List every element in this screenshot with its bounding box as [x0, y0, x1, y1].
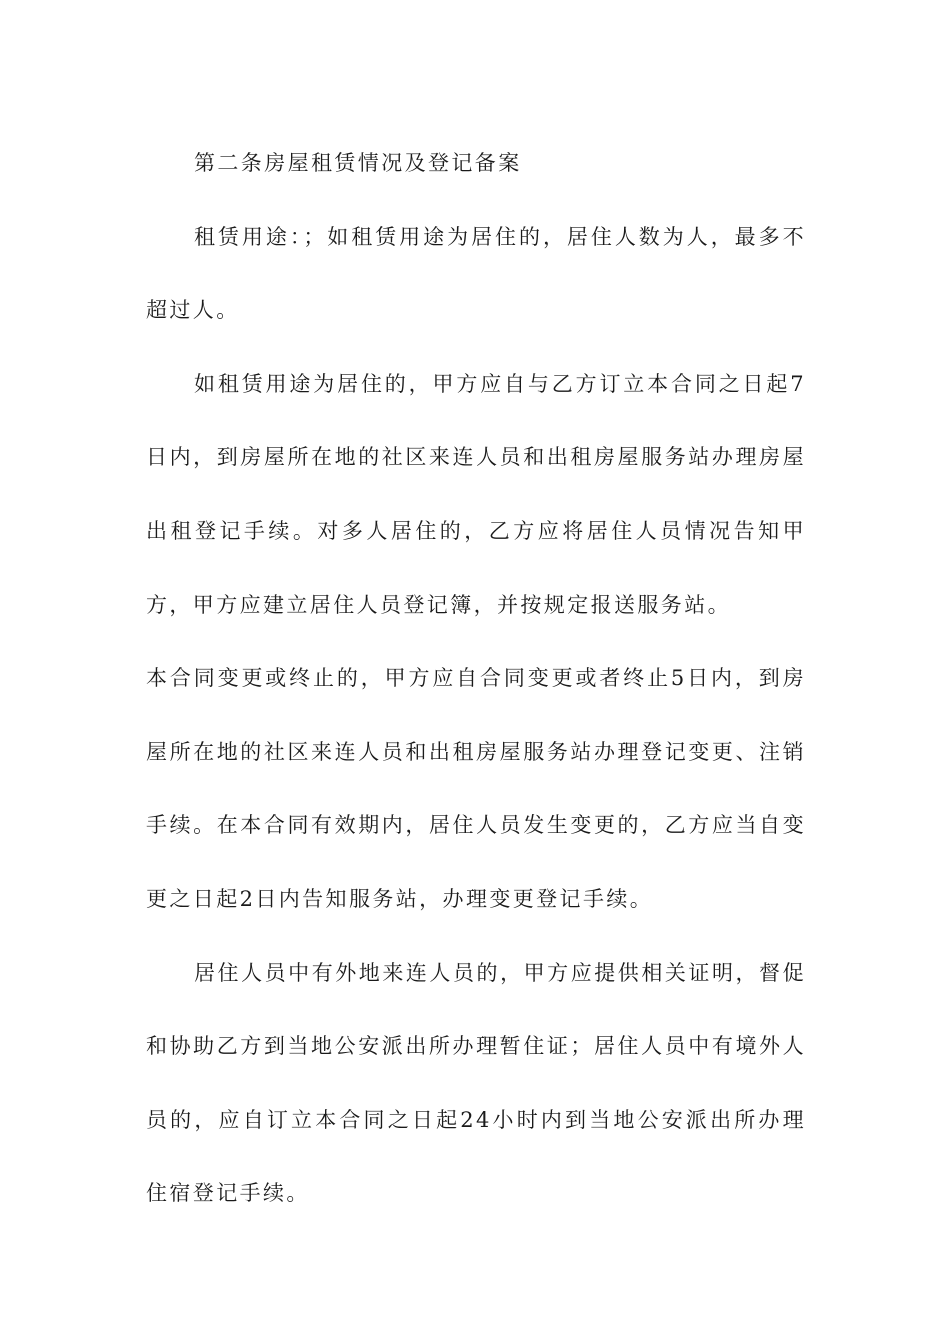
document-body — [146, 127, 806, 1231]
paragraph-change-termination: 本合同变更或终止的，甲方应自合同变更或者终止5日内，到房屋所在地的社区来连人员和出租房屋服务站办理登记变更、注销手续。在本合同有效期内，居住人员发生变更的，乙方应当自变更之日起2日内告知服务站，办理变更登记手续。 — [146, 666, 806, 911]
paragraph-lease-purpose: 租赁用途：；如租赁用途为居住的，居住人数为人，最多不超过人。 — [146, 224, 806, 323]
paragraph-registration: 如租赁用途为居住的，甲方应自与乙方订立本合同之日起7日内，到房屋所在地的社区来连人员和出租房屋服务站办理房屋出租登记手续。对多人居住的，乙方应将居住人员情况告知甲方，甲方应建立居住人员登记簿，并按规定报送服务站。 — [146, 371, 806, 617]
section-heading: 第二条房屋租赁情况及登记备案 — [194, 151, 522, 175]
paragraph-nonlocal-residents: 居住人员中有外地来连人员的，甲方应提供相关证明，督促和协助乙方到当地公安派出所办理暂住证；居住人员中有境外人员的，应自订立本合同之日起24小时内到当地公安派出所办理住宿登记手续。 — [146, 960, 806, 1206]
